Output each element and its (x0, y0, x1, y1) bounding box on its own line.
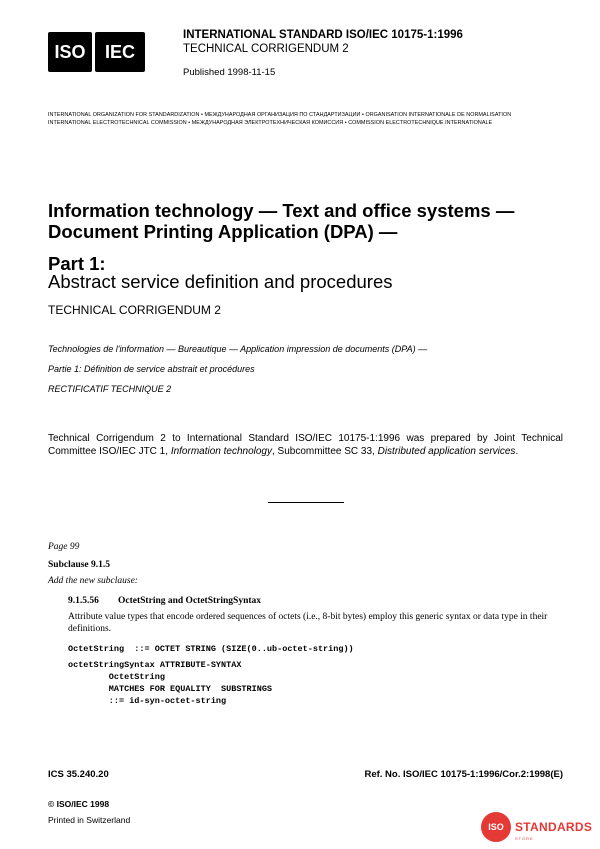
iec-logo: IEC (95, 32, 145, 72)
iso-iec-logo (48, 32, 145, 72)
copyright: © ISO/IEC 1998 (48, 799, 110, 809)
clause-number: 9.1.5.56 (68, 596, 99, 606)
intro-text-3: . (515, 446, 519, 457)
subclause-heading: Subclause 9.1.5 (48, 560, 111, 570)
clause-title: OctetString and OctetStringSyntax (118, 596, 262, 606)
intro-emphasis-2: Distributed application services (377, 446, 516, 457)
part-title: Abstract service definition and procedures (48, 271, 393, 292)
code-line-4: MATCHES FOR EQUALITY SUBSTRINGS (68, 684, 273, 694)
intro-emphasis-1: Information technology (170, 446, 272, 457)
section-divider (268, 502, 344, 503)
org-line-iso: INTERNATIONAL ORGANIZATION FOR STANDARDIZATION • МЕЖДУНАРОДНАЯ ОРГАНИЗАЦИЯ ПО СТАНДАРТИЗАЦИИ • ORGANISATION INTERNATIONALE DE NORMALISATION (48, 112, 512, 118)
code-line-2: octetStringSyntax ATTRIBUTE-SYNTAX (68, 660, 242, 670)
corrigendum-label: TECHNICAL CORRIGENDUM 2 (183, 43, 349, 55)
page-reference: Page 99 (48, 542, 80, 552)
watermark-iso-icon: ISO (481, 812, 511, 842)
org-line-iec: INTERNATIONAL ELECTROTECHNICAL COMMISSION • МЕЖДУНАРОДНАЯ ЭЛЕКТРОТЕХНИЧЕСКАЯ КОМИССИЯ • COMMISSION ELECTROTECHNIQUE INTERNATIONALE (48, 120, 493, 126)
clause-text: Attribute value types that encode ordered sequences of octets (i.e., 8-bit bytes) employ this generic syntax or data type in their definitions. (68, 612, 548, 634)
tc-label: TECHNICAL CORRIGENDUM 2 (48, 303, 221, 317)
intro-text-1: Technical Corrigendum 2 to International Standard ISO/IEC 10175-1:1996 was prepared by Joint Technical Committee ISO/IEC JTC 1, (48, 433, 563, 457)
watermark-text: STANDARDS (515, 820, 593, 834)
title-line-1: Information technology — Text and office systems — (48, 200, 515, 221)
standard-title: INTERNATIONAL STANDARD ISO/IEC 10175-1:1996 (183, 29, 463, 41)
iso-logo: ISO (48, 32, 92, 72)
document-title (48, 200, 568, 242)
french-title-line-2: Partie 1: Définition de service abstrait et procédures (48, 364, 255, 374)
french-title-line-3: RECTIFICATIF TECHNIQUE 2 (48, 384, 172, 394)
intro-text-2: , Subcommittee SC 33, (271, 446, 378, 457)
intro-paragraph (48, 432, 563, 458)
reference-number: Ref. No. ISO/IEC 10175-1:1996/Cor.2:1998(E) (364, 769, 563, 780)
watermark-store: STORE (515, 836, 534, 841)
published-date: Published 1998-11-15 (183, 67, 276, 78)
code-line-5: ::= id-syn-octet-string (68, 696, 227, 706)
printed-in: Printed in Switzerland (48, 815, 131, 825)
standards-store-watermark (481, 812, 592, 842)
french-title-line-1: Technologies de l'information — Bureautique — Application impression de documents (DPA) — (48, 344, 428, 354)
title-line-2: Document Printing Application (DPA) — (48, 221, 398, 242)
add-note: Add the new subclause: (48, 576, 138, 586)
code-line-3: OctetString (68, 672, 165, 682)
part-label: Part 1: (48, 253, 106, 274)
ics-code: ICS 35.240.20 (48, 769, 109, 780)
code-line-1: OctetString ::= OCTET STRING (SIZE(0..ub-octet-string)) (68, 644, 354, 654)
